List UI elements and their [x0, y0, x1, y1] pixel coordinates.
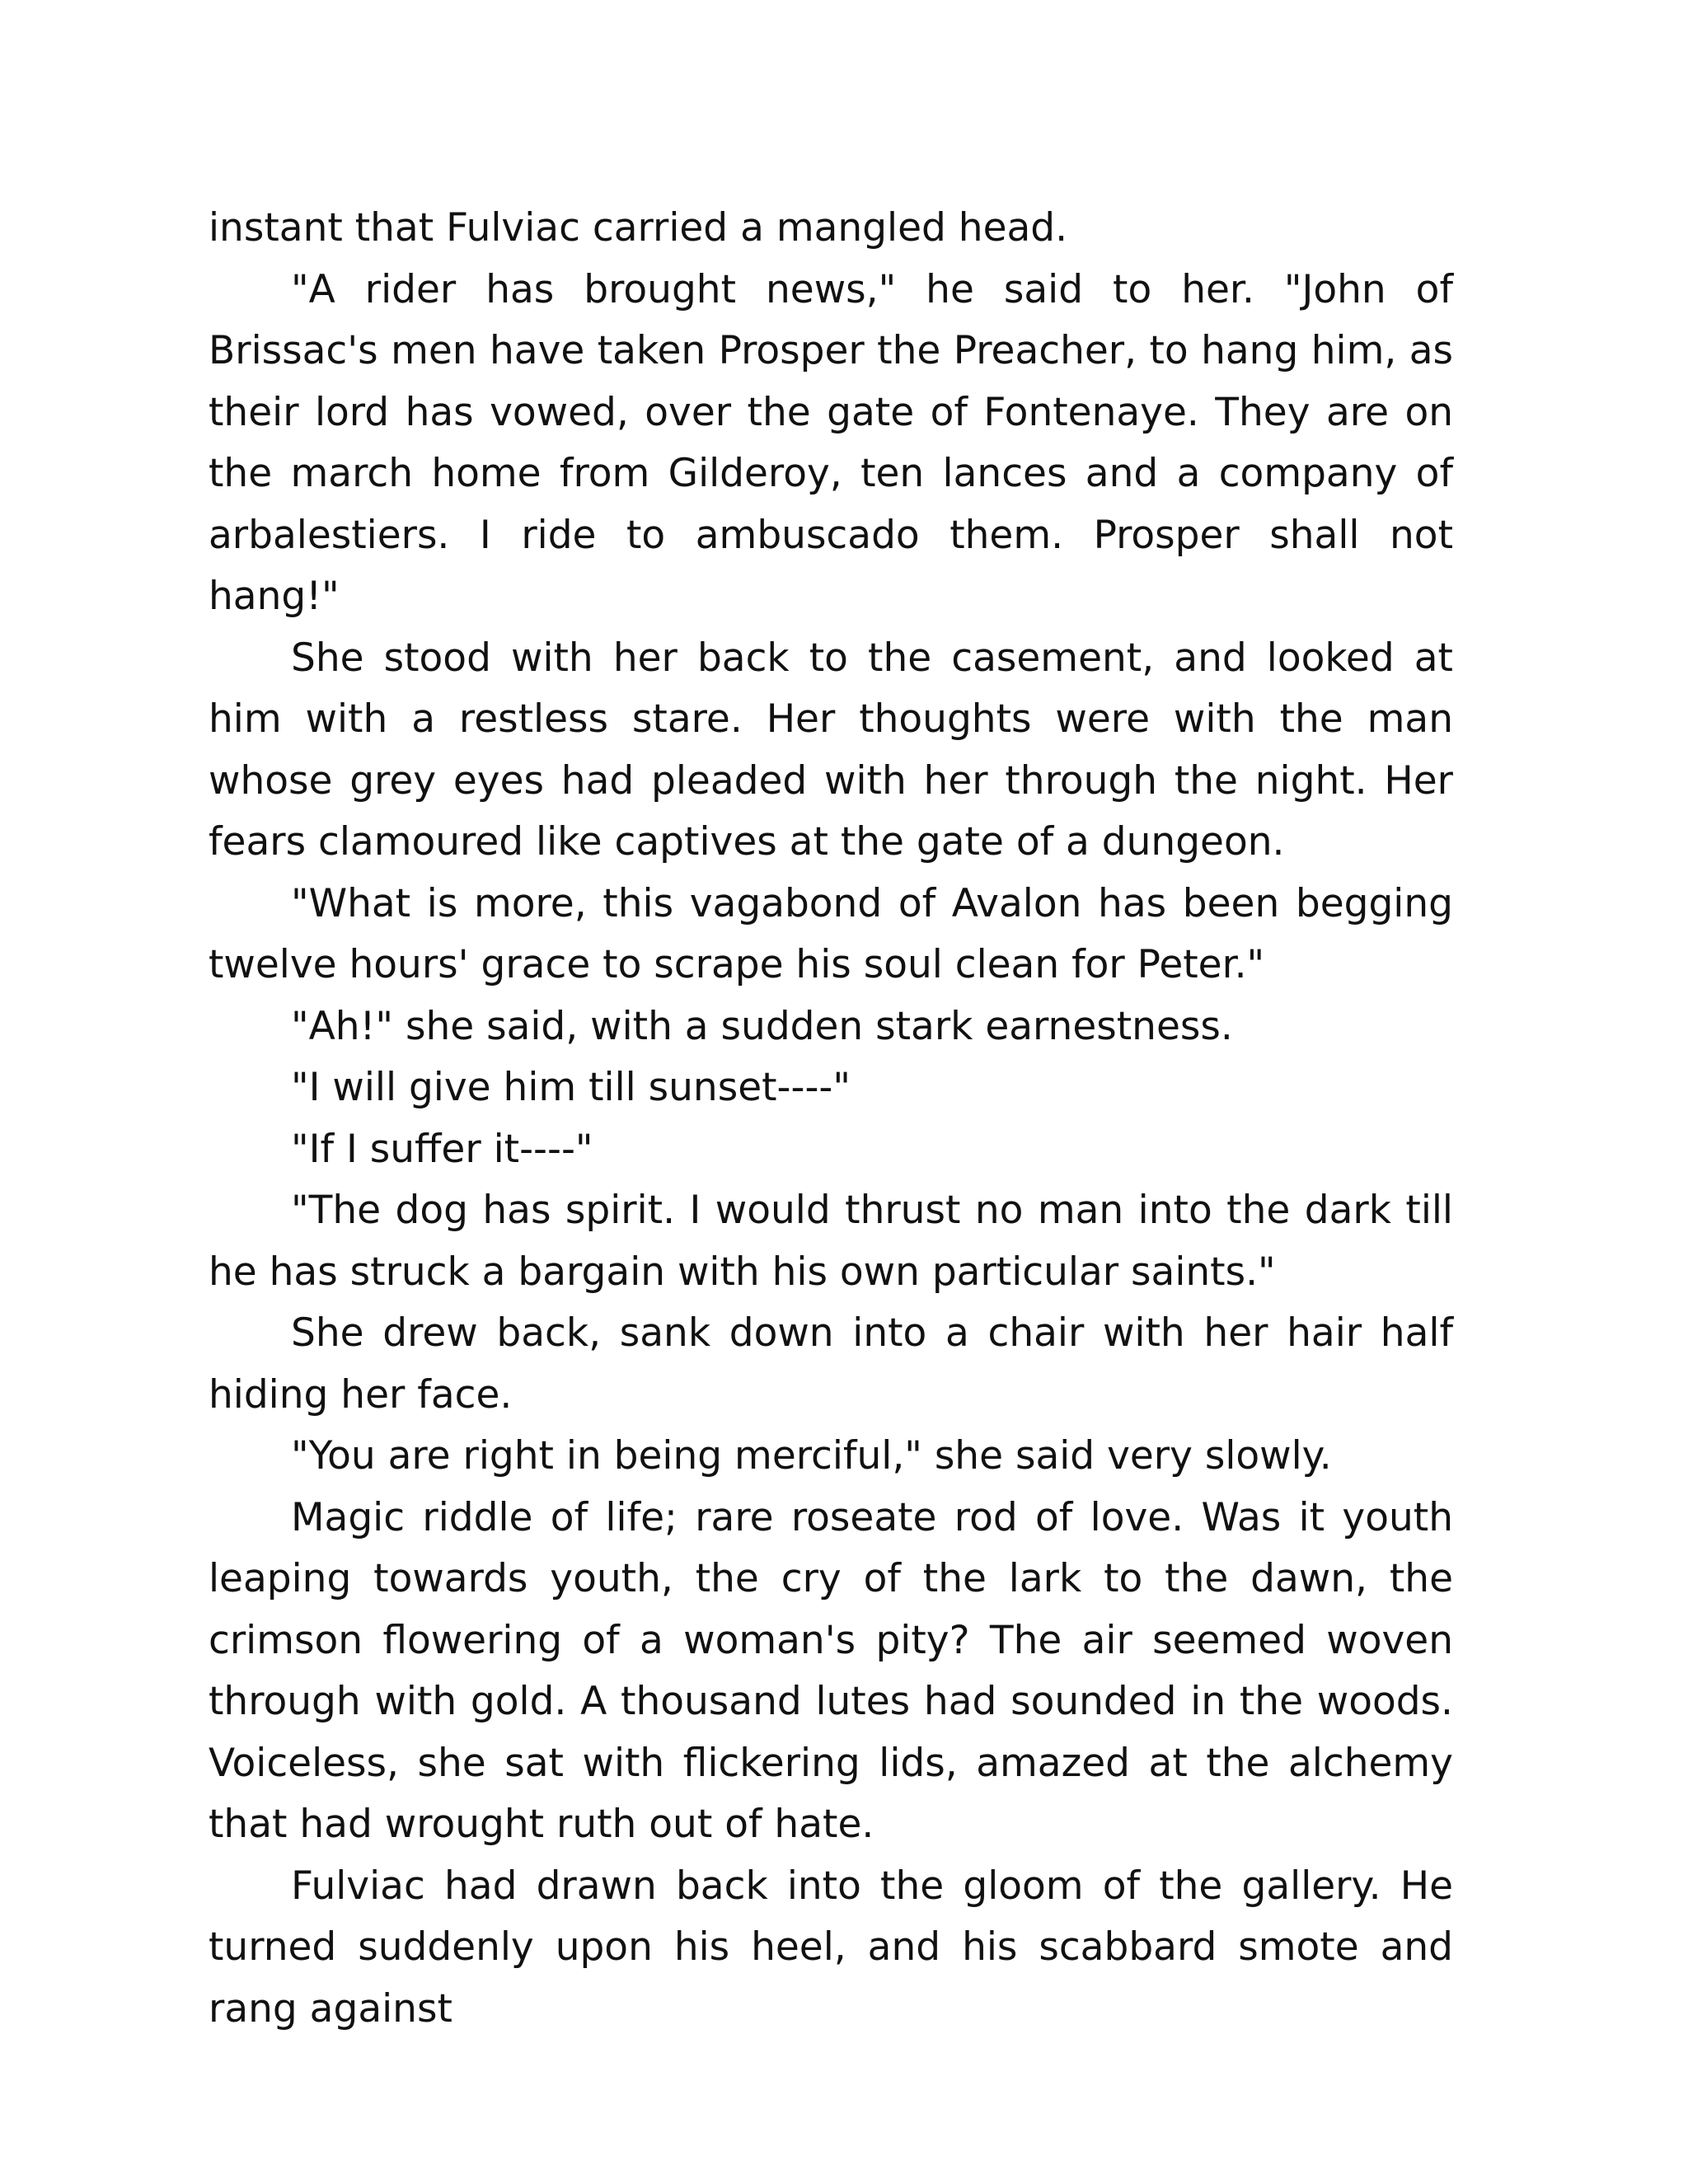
paragraph-6: "I will give him till sunset----": [291, 1065, 851, 1110]
paragraph-9: She drew back, sank down into a chair with her hair half hiding her face.: [209, 1310, 1453, 1418]
paragraph-5: "Ah!" she said, with a sudden stark earnestness.: [291, 1003, 1233, 1049]
paragraph-10: "You are right in being merciful," she said very slowly.: [291, 1433, 1332, 1479]
paragraph-8: "The dog has spirit. I would thrust no man into the dark till he has struck a bargain with his own particular saints.": [209, 1188, 1453, 1295]
paragraph-2: "A rider has brought news," he said to her. "John of Brissac's men have taken Prosper the Preacher, to hang him, as their lord has vowed, over the gate of Fontenaye. They are on the march home from Gilderoy, ten lances and a company of arbalestiers. I ride to ambuscado them. Prosper shall not hang!": [209, 266, 1453, 619]
paragraph-12: Fulviac had drawn back into the gloom of the gallery. He turned suddenly upon his heel, and his scabbard smote and rang against: [209, 1863, 1453, 2032]
paragraph-3: She stood with her back to the casement, and looked at him with a restless stare. Her thoughts were with the man whose grey eyes had pleaded with her through the night. Her fears clamoured like captives at the gate of a dungeon.: [209, 635, 1453, 865]
page-body: [209, 198, 1453, 2040]
paragraph-7: "If I suffer it----": [291, 1126, 593, 1172]
paragraph-11: Magic riddle of life; rare roseate rod of love. Was it youth leaping towards youth, the cry of the lark to the dawn, the crimson flowering of a woman's pity? The air seemed woven through with gold. A thousand lutes had sounded in the woods. Voiceless, she sat with flickering lids, amazed at the alchemy that had wrought ruth out of hate.: [209, 1494, 1453, 1847]
paragraph-1: instant that Fulviac carried a mangled head.: [209, 205, 1068, 251]
paragraph-4: "What is more, this vagabond of Avalon has been begging twelve hours' grace to scrape his soul clean for Peter.": [209, 880, 1453, 987]
